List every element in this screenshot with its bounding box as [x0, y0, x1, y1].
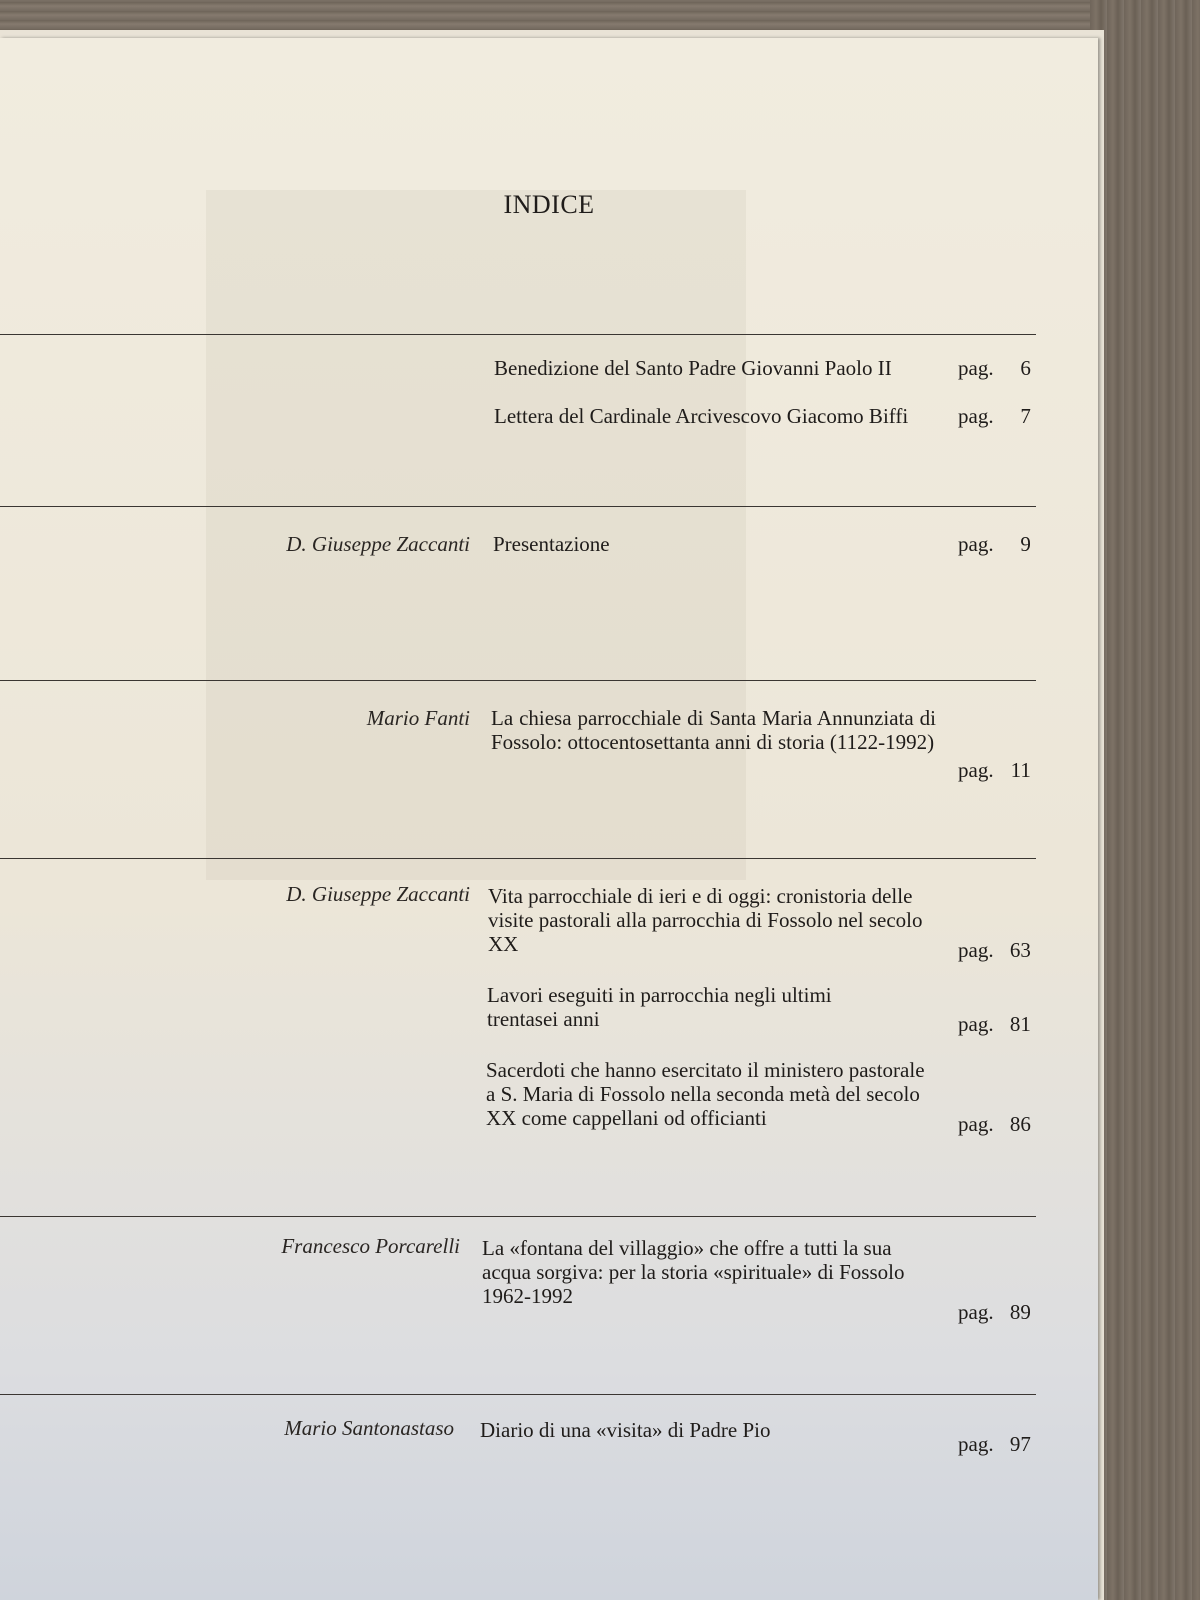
page-number: 6	[1020, 356, 1031, 380]
entry-page	[958, 1012, 1036, 1037]
entry-title: Sacerdoti che hanno esercitato il ministero pastorale a S. Maria di Fossolo nella seconda metà del secolo XX come cappellani od officianti	[486, 1058, 925, 1130]
entry-author: Mario Santonastaso	[284, 1416, 454, 1440]
page-number: 9	[1020, 532, 1031, 556]
page-prefix: pag.	[958, 938, 994, 962]
section-divider	[0, 680, 1036, 681]
entry-page	[958, 1432, 1036, 1457]
page-prefix: pag.	[958, 532, 994, 556]
entry-author: Francesco Porcarelli	[281, 1234, 460, 1258]
entry-title: Lettera del Cardinale Arcivescovo Giacomo Biffi	[494, 404, 909, 428]
page-number: 11	[1010, 758, 1031, 782]
page-prefix: pag.	[958, 1012, 994, 1036]
section-divider	[0, 858, 1036, 859]
entry-title: La «fontana del villaggio» che offre a tutti la sua acqua sorgiva: per la storia «spirituale» di Fossolo 1962-1992	[482, 1236, 905, 1308]
entry-title: Diario di una «visita» di Padre Pio	[480, 1418, 771, 1442]
entry-page	[958, 758, 1036, 783]
page-number: 86	[1009, 1112, 1031, 1136]
page-prefix: pag.	[958, 1300, 994, 1324]
entry-page	[958, 1300, 1036, 1325]
page-number: 97	[1009, 1432, 1031, 1456]
entry-author: D. Giuseppe Zaccanti	[286, 882, 470, 906]
page-prefix: pag.	[958, 1112, 994, 1136]
page-prefix: pag.	[958, 356, 994, 380]
entry-page	[958, 356, 1036, 381]
entry-title: Presentazione	[493, 532, 610, 556]
entry-title: Vita parrocchiale di ieri e di oggi: cronistoria delle visite pastorali alla parrocchia di Fossolo nel secolo XX	[488, 884, 923, 956]
page-number: 89	[1009, 1300, 1031, 1324]
entry-page	[958, 1112, 1036, 1137]
entry-title: Benedizione del Santo Padre Giovanni Paolo II	[494, 356, 892, 380]
page-prefix: pag.	[958, 1432, 994, 1456]
section-divider	[0, 506, 1036, 507]
entry-title: Lavori eseguiti in parrocchia negli ultimi trentasei anni	[487, 983, 832, 1031]
entry-page	[958, 404, 1036, 429]
entry-page	[958, 532, 1036, 557]
section-divider	[0, 1394, 1036, 1395]
entry-author: Mario Fanti	[366, 706, 470, 730]
page-prefix: pag.	[958, 404, 994, 428]
section-divider	[0, 1216, 1036, 1217]
wood-background-right	[1090, 0, 1200, 1600]
entry-author: D. Giuseppe Zaccanti	[286, 532, 470, 556]
entry-title: La chiesa parrocchiale di Santa Maria Annunziata di Fossolo: ottocentosettanta anni di storia (1122-1992)	[491, 706, 936, 754]
index-page	[0, 38, 1098, 1600]
section-divider	[0, 334, 1036, 335]
page-prefix: pag.	[958, 758, 994, 782]
page-number: 81	[1009, 1012, 1031, 1036]
entry-page	[958, 938, 1036, 963]
page-number: 7	[1020, 404, 1031, 428]
page-number: 63	[1009, 938, 1031, 962]
page-title: INDICE	[503, 190, 595, 219]
